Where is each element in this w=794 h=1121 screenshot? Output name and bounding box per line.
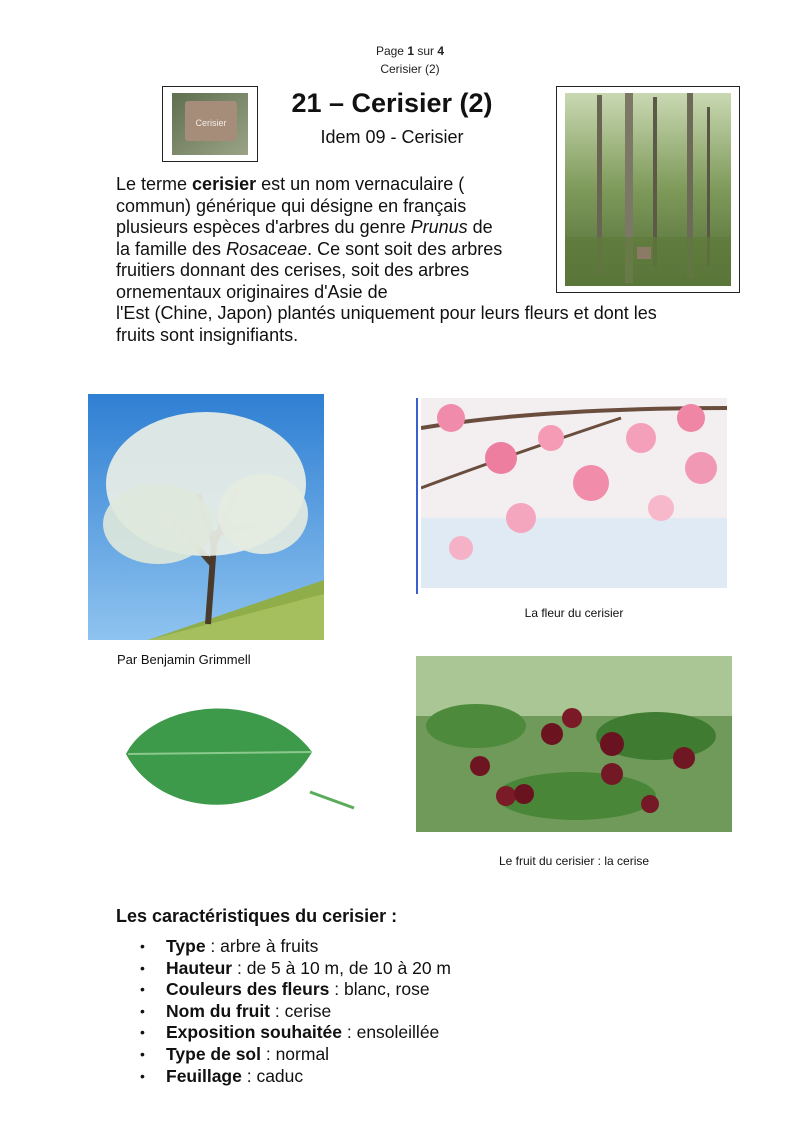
bullet-icon: •	[140, 938, 145, 954]
bullet-icon: •	[140, 959, 145, 976]
cherry-blossom-photo	[421, 398, 727, 588]
tree-photo-credit: Par Benjamin Grimmell	[117, 652, 251, 667]
page-title: 21 – Cerisier (2)	[291, 88, 493, 118]
sign-thumbnail-frame	[162, 86, 258, 162]
bullet-icon: •	[140, 1024, 145, 1041]
characteristics-title: Les caractéristiques du cerisier :	[116, 906, 398, 926]
sign-thumbnail-image	[163, 87, 257, 161]
page-number: Page 1 sur 4	[375, 44, 445, 58]
document-name: Cerisier (2)	[380, 62, 440, 76]
bullet-icon: •	[140, 981, 145, 998]
blue-margin-line	[416, 398, 418, 594]
list-item: • Type : arbre à fruits	[140, 936, 319, 956]
list-item: • Exposition souhaitée : ensoleillée	[140, 1022, 440, 1043]
characteristics-list	[140, 936, 451, 1087]
list-item: • Feuillage : caduc	[140, 1065, 304, 1086]
page-subtitle: Idem 09 - Cerisier	[320, 127, 464, 147]
list-item: • Nom du fruit : cerise	[140, 1000, 332, 1021]
flower-caption: La fleur du cerisier	[524, 606, 624, 620]
list-item: • Type de sol : normal	[140, 1043, 330, 1064]
fruit-caption: Le fruit du cerisier : la cerise	[498, 854, 650, 868]
list-item: • Couleurs des fleurs : blanc, rose	[140, 979, 430, 1000]
sign-text: Cerisier	[195, 118, 227, 128]
intro-paragraph: Le terme cerisier est un nom vernaculaire ( commun) générique qui désigne en français plusieurs espèces d'arbres du genre Prunus de la famille des Rosaceae. Ce sont soit des arbres fruitiers donnant des cerises, soit des arbres ornementaux originaires d'Asie de l'Est (Chine, Japon) plantés uniquement pour leurs fleurs et dont les fruits sont insignifiants.	[116, 174, 657, 345]
cherry-fruit-photo	[416, 656, 732, 832]
list-item: • Hauteur : de 5 à 10 m, de 10 à 20 m	[140, 957, 452, 978]
cherry-leaf-image	[122, 692, 356, 822]
bullet-icon: •	[140, 1002, 145, 1019]
bullet-icon: •	[140, 1045, 145, 1062]
cherry-tree-photo	[88, 394, 324, 640]
bullet-icon: •	[140, 1067, 145, 1084]
